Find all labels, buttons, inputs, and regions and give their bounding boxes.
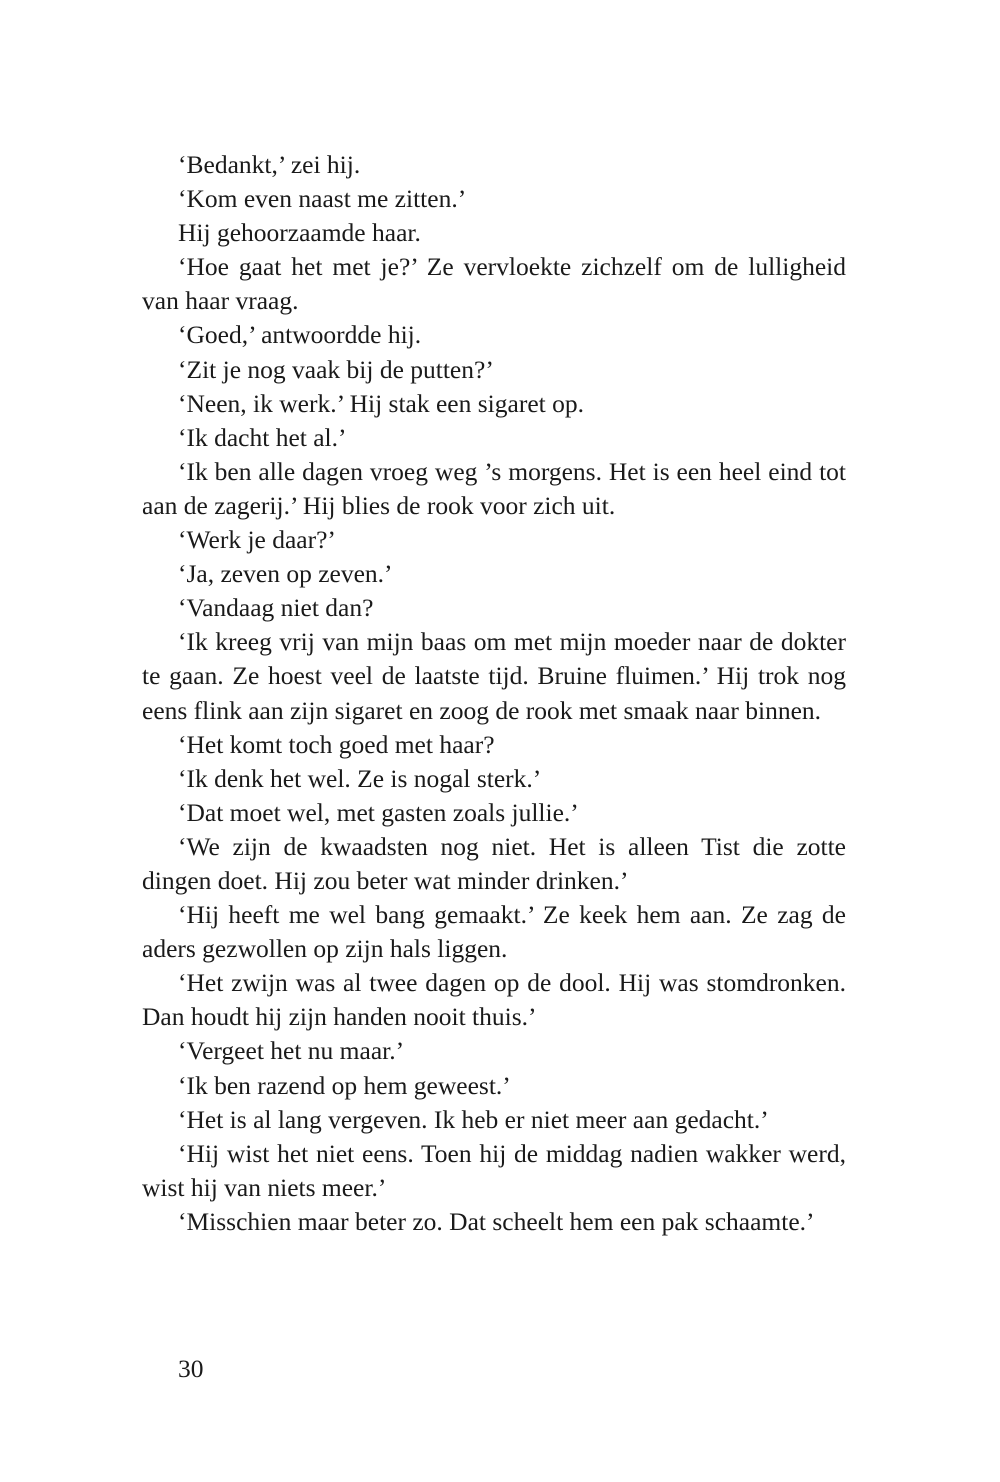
paragraph: ‘Zit je nog vaak bij de putten?’ bbox=[178, 354, 494, 384]
paragraph: ‘Hij heeft me wel bang gemaakt.’ Ze keek hem aan. Ze zag de aders gezwollen op zijn hals liggen. bbox=[142, 900, 846, 964]
paragraph: ‘Ik kreeg vrij van mijn baas om met mijn moeder naar de dokter te gaan. Ze hoest veel de laatste tijd. Bruine fluimen.’ Hij trok nog eens flink aan zijn sigaret en zoog de rook met smaak naar binnen. bbox=[142, 627, 846, 725]
paragraph: ‘Het is al lang vergeven. Ik heb er niet meer aan gedacht.’ bbox=[178, 1104, 769, 1134]
paragraph: ‘Hij wist het niet eens. Toen hij de middag nadien wakker werd, wist hij van niets meer.’ bbox=[142, 1138, 846, 1202]
paragraph: ‘Goed,’ antwoordde hij. bbox=[178, 320, 422, 350]
paragraph: ‘Ja, zeven op zeven.’ bbox=[178, 559, 393, 589]
paragraph: ‘Het zwijn was al twee dagen op de dool. Hij was stomdronken. Dan houdt hij zijn handen nooit thuis.’ bbox=[142, 968, 846, 1032]
paragraph: ‘Misschien maar beter zo. Dat scheelt hem een pak schaamte.’ bbox=[178, 1206, 815, 1236]
paragraph: ‘Kom even naast me zitten.’ bbox=[178, 184, 467, 214]
paragraph: ‘Hoe gaat het met je?’ Ze vervloekte zichzelf om de lulligheid van haar vraag. bbox=[142, 252, 846, 316]
paragraph: Hij gehoorzaamde haar. bbox=[178, 218, 421, 248]
paragraph: ‘Bedankt,’ zei hij. bbox=[178, 150, 361, 179]
paragraph: ‘Vandaag niet dan? bbox=[178, 593, 374, 623]
paragraph: ‘Ik ben alle dagen vroeg weg ’s morgens. Het is een heel eind tot aan de zagerij.’ Hij blies de rook voor zich uit. bbox=[142, 456, 846, 520]
paragraph: ‘Vergeet het nu maar.’ bbox=[178, 1036, 405, 1066]
paragraph: ‘Neen, ik werk.’ Hij stak een sigaret op. bbox=[178, 388, 584, 418]
body-text bbox=[142, 148, 846, 1239]
paragraph: ‘Dat moet wel, met gasten zoals jullie.’ bbox=[178, 797, 579, 827]
paragraph: ‘Ik denk het wel. Ze is nogal sterk.’ bbox=[178, 763, 542, 793]
paragraph: ‘Het komt toch goed met haar? bbox=[178, 729, 495, 759]
paragraph: ‘Werk je daar?’ bbox=[178, 525, 336, 555]
paragraph: ‘Ik dacht het al.’ bbox=[178, 422, 347, 452]
page-number: 30 bbox=[178, 1354, 204, 1383]
paragraph: ‘We zijn de kwaadsten nog niet. Het is alleen Tist die zotte dingen doet. Hij zou beter wat minder drinken.’ bbox=[142, 831, 846, 895]
paragraph: ‘Ik ben razend op hem geweest.’ bbox=[178, 1070, 511, 1100]
